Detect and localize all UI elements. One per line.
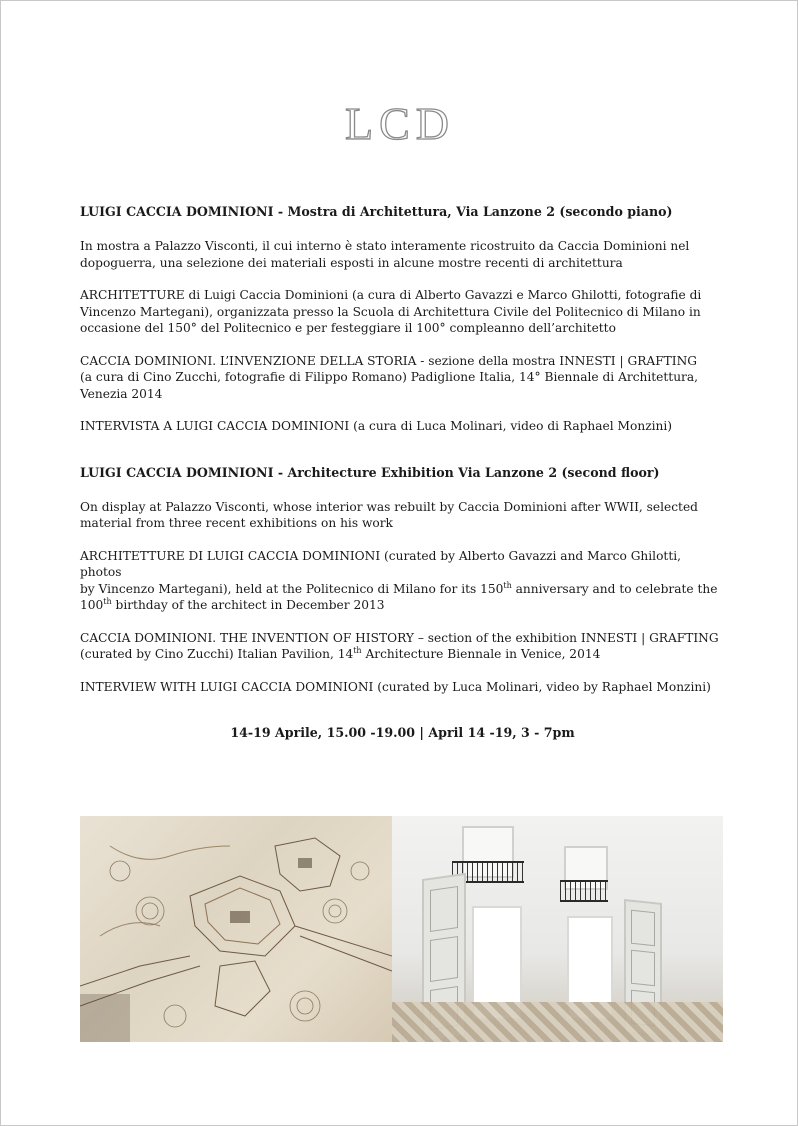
english-heading-name: LUIGI CACCIA DOMINIONI [80,464,274,480]
english-heading-rest: - Architecture Exhibition Via Lanzone 2 (second floor) [273,464,660,480]
ordinal-suffix: th [503,580,512,590]
photo-strip [80,816,723,1042]
english-p3-part-a: CACCIA DOMINIONI. THE INVENTION OF HISTORY – section of the exhibition INNESTI | GRAFTING (curated by Cino Zucchi) Italian Pavilion, 14 [80,630,719,661]
ordinal-suffix: th [103,596,112,606]
lcd-logo: LCD [345,98,455,149]
architectural-drawing-image [80,816,392,1042]
english-paragraph-3 [80,630,725,663]
english-p2-part-c: birthday of the architect in December 2013 [111,598,385,612]
italian-paragraph-2: ARCHITETTURE di Luigi Caccia Dominioni (a cura di Alberto Gavazzi e Marco Ghilotti, fotografie di Vincenzo Martegani), organizzata presso la Scuola di Architettura Civile del Politecnico di Milano in occasione del 150° del Politecnico e per festeggiare il 100° compleanno dell’architetto [80,288,702,335]
english-paragraph-2 [80,548,725,614]
balcony-railing-right [560,880,608,902]
english-paragraph-1: On display at Palazzo Visconti, whose interior was rebuilt by Caccia Dominioni after WWII, selected material from three recent exhibitions on his work [80,499,698,530]
italian-heading-name: LUIGI CACCIA DOMINIONI [80,204,274,219]
architectural-plan-sketch [80,816,392,1042]
patterned-floor [392,1002,723,1042]
italian-paragraph-1: In mostra a Palazzo Visconti, il cui interno è stato interamente ricostruito da Caccia Dominioni nel dopoguerra, una selezione dei materiali esposti in alcune mostre recenti di architettura [80,239,690,270]
italian-paragraph-4: INTERVISTA A LUIGI CACCIA DOMINIONI (a cura di Luca Molinari, video di Raphael Monzini) [80,419,673,433]
opening-hours: 14-19 Aprile, 15.00 -19.00 | April 14 -19, 3 - 7pm [230,725,575,740]
italian-heading [80,204,725,220]
palazzo-interior-photo [392,816,723,1042]
english-p3-part-b: Architecture Biennale in Venice, 2014 [361,647,601,661]
italian-heading-rest: - Mostra di Architettura, Via Lanzone 2 (secondo piano) [273,204,673,219]
ordinal-suffix: th [353,645,362,655]
italian-paragraph-3: CACCIA DOMINIONI. L’INVENZIONE DELLA STORIA - sezione della mostra INNESTI | GRAFTING (a cura di Cino Zucchi, fotografie di Filippo Romano) Padiglione Italia, 14° Biennale di Architettura, Venezia 2014 [80,353,699,401]
english-heading [80,465,725,481]
english-paragraph-4: INTERVIEW WITH LUIGI CACCIA DOMINIONI (curated by Luca Molinari, video by Raphael Monzini) [80,679,711,694]
document-body [80,204,725,740]
english-p2-part-a: ARCHITETTURE DI LUIGI CACCIA DOMINIONI (curated by Alberto Gavazzi and Marco Ghilotti, photos by Vincenzo Martegani), held at the Politecnico di Milano for its 150 [80,548,681,596]
english-p2-part-b: anniversary and to celebrate the 100 [80,581,718,612]
